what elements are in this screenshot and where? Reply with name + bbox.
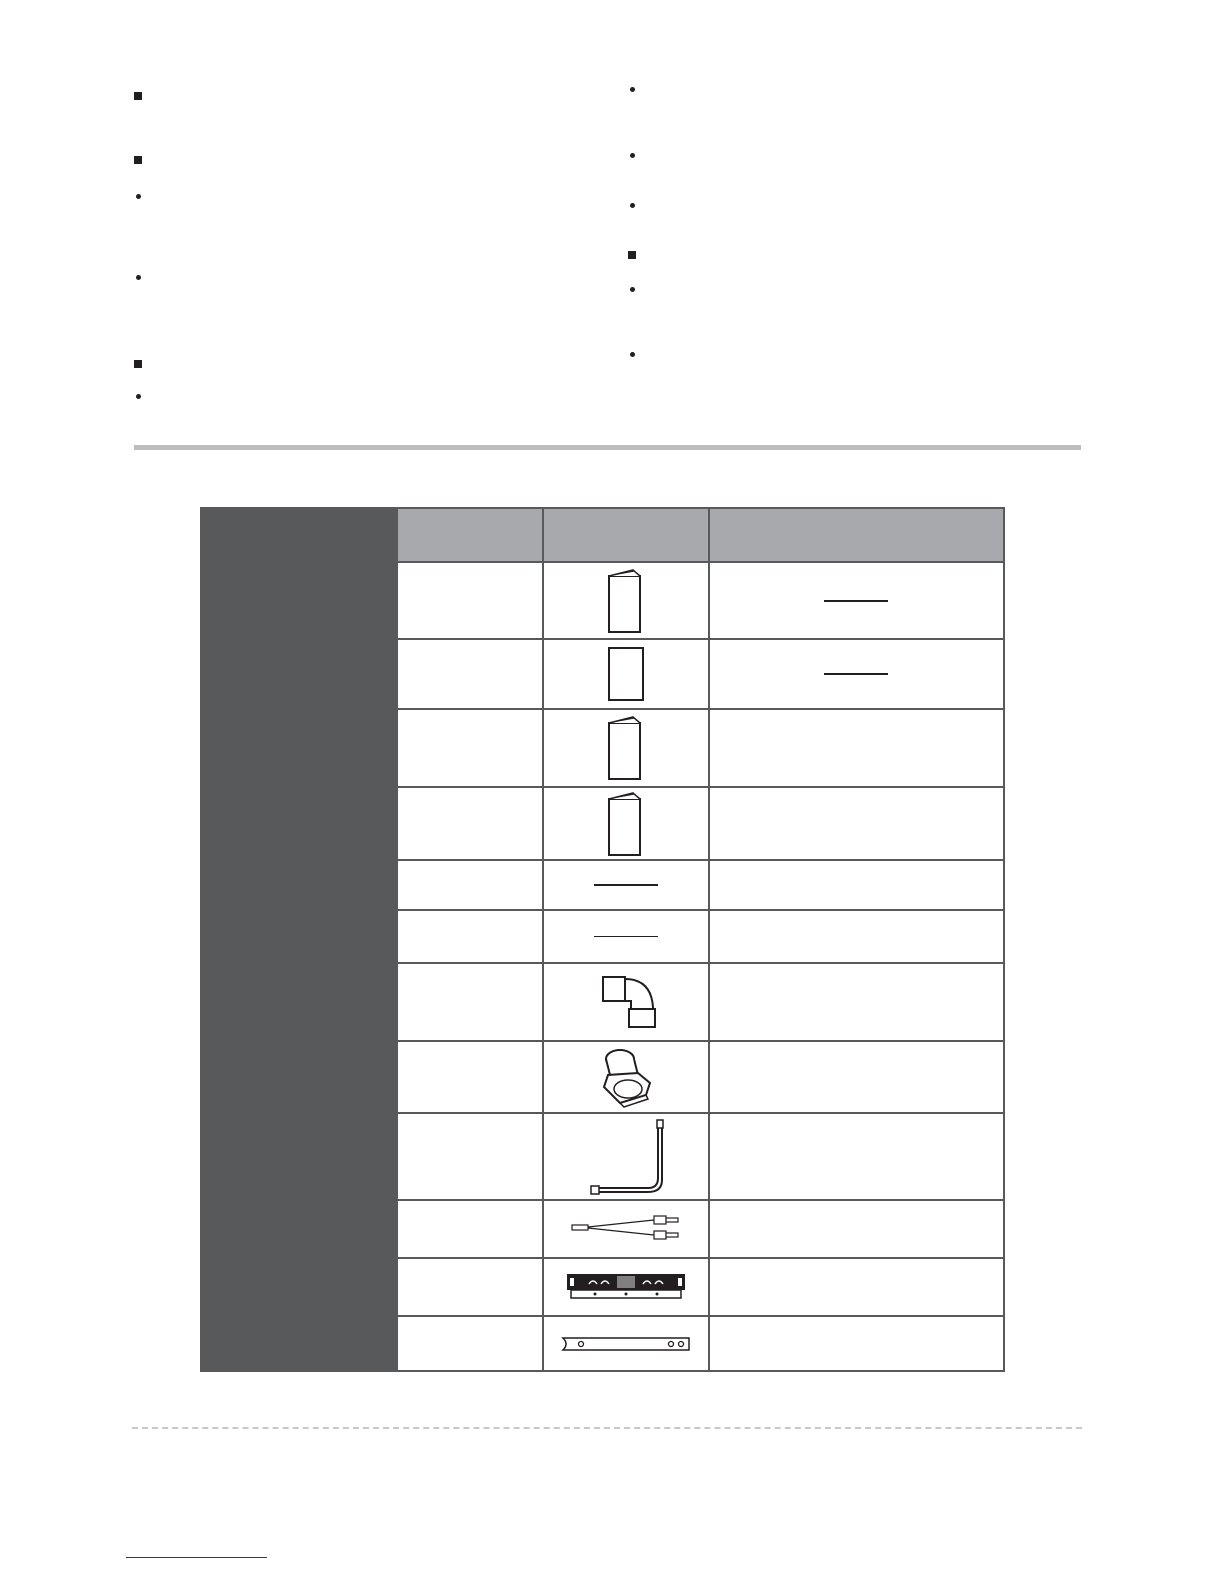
row-name-cell [201, 709, 397, 787]
row-usage-cell [709, 709, 1004, 787]
row-qty-cell [397, 1200, 543, 1258]
section-divider [134, 445, 1081, 450]
row-shape-cell [543, 1041, 708, 1113]
row-qty-cell [397, 963, 543, 1041]
header-quantity [397, 508, 543, 562]
row-shape-cell [543, 860, 708, 910]
mounting-bracket-icon [565, 1272, 687, 1302]
table-row [201, 860, 1004, 910]
footer-link-underline [126, 1557, 267, 1558]
accessories-table [200, 507, 1005, 1372]
row-name-cell [201, 639, 397, 709]
table-row [201, 1200, 1004, 1258]
row-usage-cell [709, 1113, 1004, 1200]
row-usage-cell [709, 860, 1004, 910]
blank-line-icon [594, 884, 658, 886]
row-shape-cell [543, 562, 708, 639]
bullet-marker [136, 275, 141, 280]
table-row [201, 1113, 1004, 1200]
row-qty-cell [397, 562, 543, 639]
row-usage-cell [709, 1258, 1004, 1316]
fixing-strip-icon [559, 1335, 693, 1353]
row-usage-cell [709, 1041, 1004, 1113]
table-row [201, 963, 1004, 1041]
row-qty-cell [397, 1113, 543, 1200]
row-shape-cell [543, 709, 708, 787]
row-qty-cell [397, 910, 543, 963]
row-shape-cell [543, 1200, 708, 1258]
row-name-cell [201, 963, 397, 1041]
row-qty-cell [397, 860, 543, 910]
header-usage [709, 508, 1004, 562]
hose-adapter-icon [594, 1045, 658, 1109]
row-shape-cell [543, 963, 708, 1041]
drain-pipe-icon [581, 1118, 671, 1196]
card-icon [606, 646, 646, 702]
row-name-cell [201, 910, 397, 963]
table-row [201, 910, 1004, 963]
footer-divider [132, 1427, 1082, 1429]
header-shape [543, 508, 708, 562]
row-name-cell [201, 1258, 397, 1316]
fill-in-line [824, 673, 888, 675]
row-usage-cell [709, 639, 1004, 709]
manual-booklet-icon [603, 791, 649, 857]
section-marker [134, 156, 142, 164]
row-name-cell [201, 1041, 397, 1113]
row-name-cell [201, 787, 397, 860]
row-usage-cell [709, 1316, 1004, 1371]
thin-line-icon [594, 936, 658, 937]
row-name-cell [201, 562, 397, 639]
row-qty-cell [397, 787, 543, 860]
row-qty-cell [397, 1316, 543, 1371]
table-row [201, 639, 1004, 709]
section-marker [134, 92, 142, 100]
row-shape-cell [543, 910, 708, 963]
row-usage-cell [709, 1200, 1004, 1258]
bullet-marker [630, 287, 635, 292]
row-usage-cell [709, 963, 1004, 1041]
row-shape-cell [543, 787, 708, 860]
row-qty-cell [397, 709, 543, 787]
section-marker [134, 360, 142, 368]
manual-booklet-icon [603, 568, 649, 634]
fill-in-line [824, 600, 888, 602]
row-shape-cell [543, 1258, 708, 1316]
row-qty-cell [397, 639, 543, 709]
row-usage-cell [709, 562, 1004, 639]
bullet-marker [630, 153, 635, 158]
row-shape-cell [543, 1316, 708, 1371]
cable-icon [570, 1214, 682, 1244]
row-usage-cell [709, 910, 1004, 963]
row-name-cell [201, 1113, 397, 1200]
manual-booklet-icon [603, 715, 649, 781]
bullet-marker [630, 352, 635, 357]
row-usage-cell [709, 787, 1004, 860]
row-shape-cell [543, 639, 708, 709]
section-marker [628, 251, 636, 259]
table-row [201, 1041, 1004, 1113]
row-qty-cell [397, 1041, 543, 1113]
bullet-marker [630, 203, 635, 208]
bullet-marker [630, 87, 635, 92]
bullet-marker [136, 194, 141, 199]
header-name [201, 508, 397, 562]
row-name-cell [201, 1316, 397, 1371]
table-row [201, 1316, 1004, 1371]
table-row [201, 562, 1004, 639]
row-name-cell [201, 860, 397, 910]
bullet-marker [136, 394, 141, 399]
row-qty-cell [397, 1258, 543, 1316]
row-shape-cell [543, 1113, 708, 1200]
row-name-cell [201, 1200, 397, 1258]
table-header-row [201, 508, 1004, 562]
elbow-connector-icon [591, 971, 661, 1033]
table-row [201, 709, 1004, 787]
table-row [201, 1258, 1004, 1316]
table-row [201, 787, 1004, 860]
